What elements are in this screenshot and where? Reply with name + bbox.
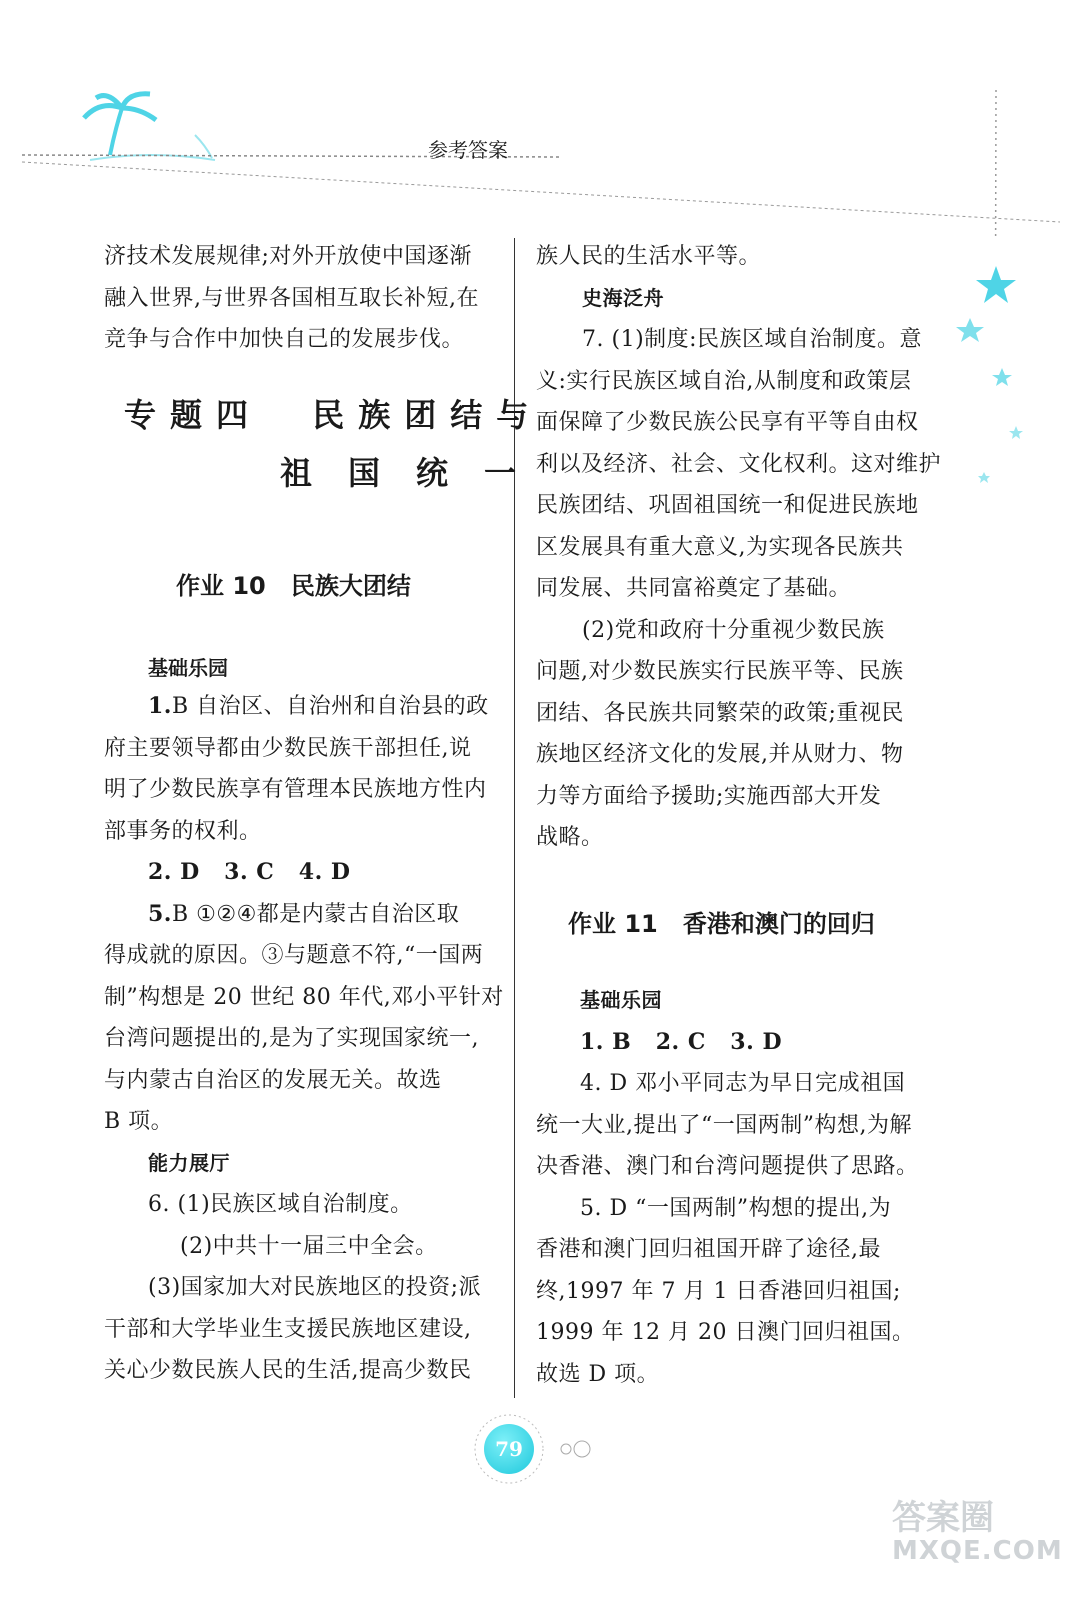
answer-block-1: 1.B 自治区、自治州和自治县的政 府主要领导都由少数民族干部担任,说 明了少数民族享有管理本民族地方性内 部事务的权利。 2. D 3. C 4. D 5.B ①②④都是内蒙古自治区取 得成就的原因。③与题意不符,“一国两 制”构想是 20 世纪 80 年代,邓小平针对 台湾问题提出的,是为了实现国家统一, 与内蒙古自治区的发展无关。故选 B 项。 能力展厅 6. (1)民族区域自治制度。 (2)中共十一届三中全会。 (3)国家加大对民族地区的投资;派 干部和大学毕业生支援民族地区建设, 关心少数民族人民的生活,提高少数民 (104, 693, 504, 1383)
watermark-logo: 答案圈 (892, 1498, 994, 1538)
homework-10-title: 作业 10 民族大团结 (176, 572, 411, 600)
star-icon (976, 266, 1016, 303)
header-title: 参考答案 (428, 138, 508, 162)
star-icon (1009, 426, 1023, 439)
homework-11-title: 作业 11 香港和澳门的回归 (568, 910, 875, 938)
topic-title-line1: 专题四 民族团结与 (124, 396, 543, 434)
page-number: 79 (484, 1424, 534, 1474)
header-decoration (0, 0, 1088, 240)
watermark-url: MXQE.COM (892, 1536, 1063, 1566)
palm-tree-icon (84, 94, 215, 160)
left-intro: 济技术发展规律;对外开放使中国逐渐 融入世界,与世界各国相互取长补短,在 竞争与合作中加快自己的发展步伐。 (104, 244, 479, 352)
topic-title-line2: 祖国统一 (280, 454, 553, 492)
right-block-1: 族人民的生活水平等。 史海泛舟 7. (1)制度:民族区域自治制度。意 义:实行民族区域自治,从制度和政策层 面保障了少数民族公民享有平等自由权 利以及经济、社会、文化权利。这对维护 民族团结、巩固祖国统一和促进民族地 区发展具有重大意义,为实现各民族共 同发展、共同富裕奠定了基础。 (2)党和政府十分重视少数民族 问题,对少数民族实行民族平等、民族 团结、各民族共同繁荣的政策;重视民 族地区经济文化的发展,并从财力、物 力等方面给予援助;实施西部大开发 战略。 (536, 244, 942, 850)
section-shihai-fanzhou: 史海泛舟 (582, 285, 664, 310)
star-icon (956, 318, 984, 342)
star-icon (992, 368, 1012, 386)
right-block-2: 基础乐园 1. B 2. C 3. D 4. D 邓小平同志为早日完成祖国 统一大业,提出了“一国两制”构想,为解 决香港、澳门和台湾问题提供了思路。 5. D “一国两制”构想的提出,为 香港和澳门回归祖国开辟了途径,最 终,1997 年 7 月 1 日香港回归祖国; 1999 年 12 月 20 日澳门回归祖国。 故选 D 项。 (536, 980, 928, 1395)
section-nengli-zhanting: 能力展厅 (148, 1150, 230, 1175)
section-jichu-leyuan-2: 基础乐园 (580, 988, 662, 1012)
page-number-ornament (470, 1412, 610, 1488)
star-icon (978, 472, 990, 483)
section-jichu-leyuan-1: 基础乐园 (148, 656, 228, 680)
stars-decoration (950, 260, 1030, 500)
